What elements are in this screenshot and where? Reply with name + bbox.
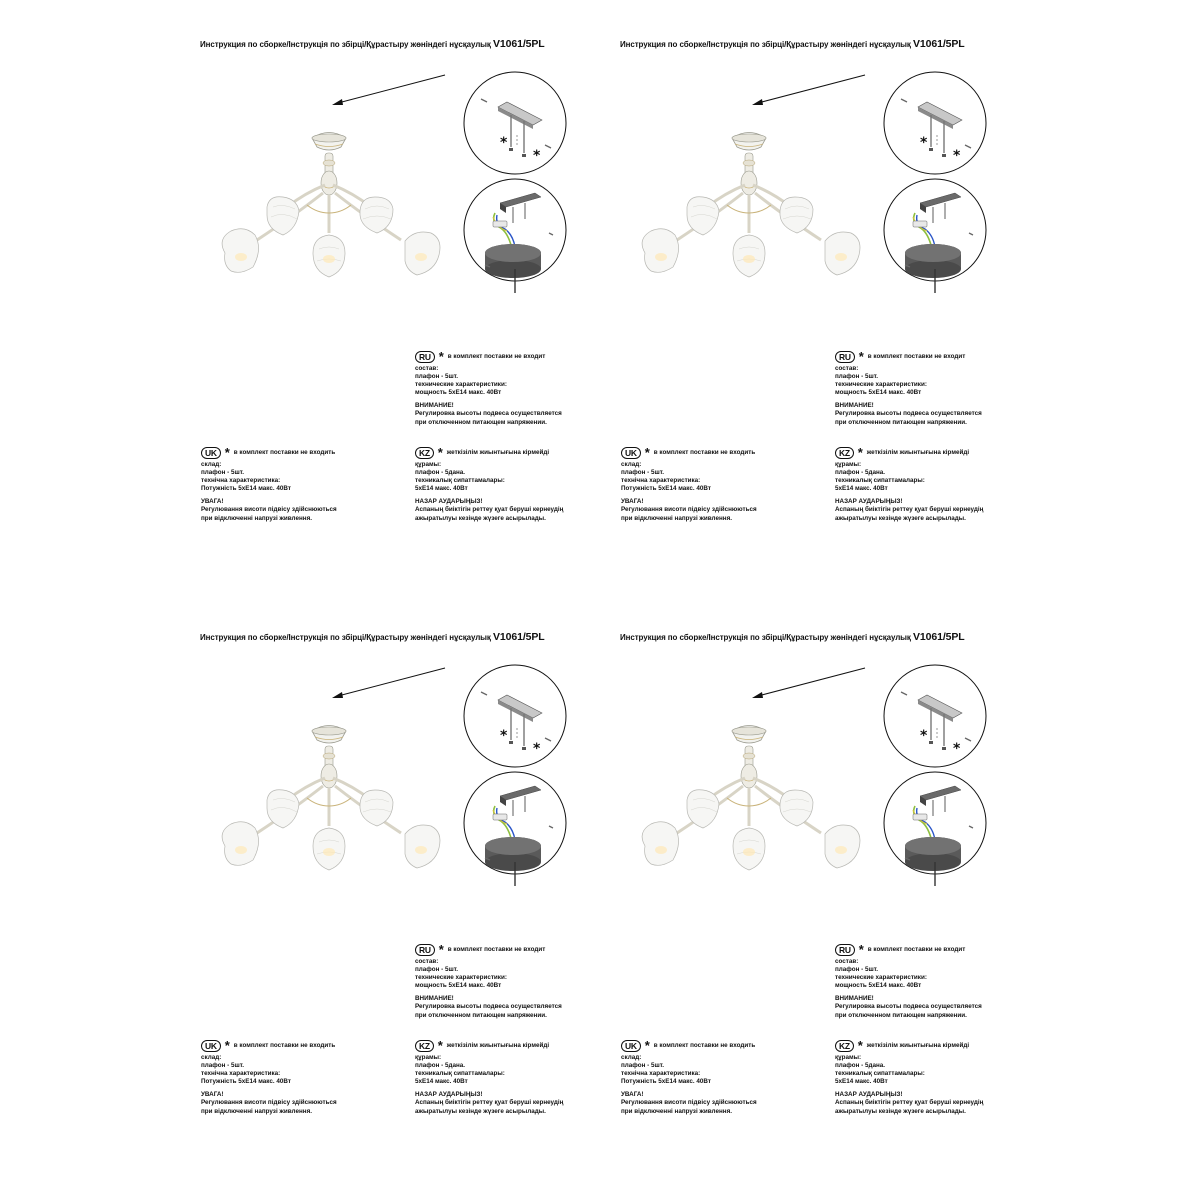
asterisk-icon: * [437, 445, 443, 460]
asterisk-icon: * [224, 1038, 230, 1053]
asterisk-icon: * [644, 1038, 650, 1053]
wiring-connection-diagram [884, 179, 986, 293]
instruction-sheet-top-right [615, 35, 1035, 522]
assembly-illustration [195, 35, 615, 315]
chandelier-image [642, 726, 860, 871]
lang-badge-ru: RU [415, 351, 435, 363]
instructions-uk: UK * в комплект поставки не входить склад: плафон - 5шт. технічна характеристика: Потужність 5xE14 макс. 40Вт УВАГА! Регулювання висоти підвісу здійснюються при відключенні напрузі живлення. [621, 445, 757, 522]
chandelier-image [222, 133, 440, 278]
instructions-ru: RU * в комплект поставки не входит состав: плафон - 5шт. технические характеристики: мощность 5xE14 макс. 40Вт ВНИМАНИЕ! Регулировка высоты подвеса осуществляется при отключенном питающем напряжении. [415, 349, 562, 426]
bracket-mounting-diagram [884, 665, 986, 767]
instructions-kz: KZ * жеткізілім жиынтығына кірмейді құрамы: плафон - 5дана. техникалық сипаттамалары: 5xE14 макс. 40Вт НАЗАР АУДАРЫҢЫЗ! Аспаның биіктігін реттеу қуат беруші кернеудің ажыратылуы кезінде жүзеге асырылады. [415, 445, 564, 522]
wiring-connection-diagram [464, 772, 566, 886]
lang-badge-ru: RU [835, 351, 855, 363]
instructions-uk: UK * в комплект поставки не входить склад: плафон - 5шт. технічна характеристика: Потужність 5xE14 макс. 40Вт УВАГА! Регулювання висоти підвісу здійснюються при відключенні напрузі живлення. [201, 1038, 337, 1115]
asterisk-icon: * [438, 942, 444, 957]
lang-badge-uk: UK [621, 1040, 641, 1052]
wiring-connection-diagram [884, 772, 986, 886]
svg-text:*: * [953, 741, 961, 757]
instructions-ru: RU * в комплект поставки не входит состав: плафон - 5шт. технические характеристики: мощность 5xE14 макс. 40Вт ВНИМАНИЕ! Регулировка высоты подвеса осуществляется при отключенном питающем напряжении. [835, 349, 982, 426]
assembly-illustration [615, 628, 1035, 908]
model-number: V1061/5PL [492, 38, 545, 50]
instructions-uk: UK * в комплект поставки не входить склад: плафон - 5шт. технічна характеристика: Потужність 5xE14 макс. 40Вт УВАГА! Регулювання висоти підвісу здійснюються при відключенні напрузі живлення. [621, 1038, 757, 1115]
instruction-sheet-top-left [195, 35, 615, 522]
instruction-sheet-bottom-right [615, 628, 1035, 1115]
chandelier-image [222, 726, 440, 871]
instruction-title: Инструкция по сборке/Інструкція по збірці/Құрастыру жөніндегі нұсқаулық V1061/5PL [200, 38, 545, 50]
svg-text:*: * [500, 135, 508, 151]
instruction-title: Инструкция по сборке/Інструкція по збірці/Құрастыру жөніндегі нұсқаулық V1061/5PL [200, 631, 545, 643]
pointer-arrow-icon [752, 75, 865, 105]
bracket-mounting-diagram [884, 72, 986, 174]
instruction-title: Инструкция по сборке/Інструкція по збірці/Құрастыру жөніндегі нұсқаулық V1061/5PL [620, 631, 965, 643]
lang-badge-uk: UK [201, 447, 221, 459]
assembly-illustration [615, 35, 1035, 315]
pointer-arrow-icon [332, 75, 445, 105]
instructions-ru: RU * в комплект поставки не входит состав: плафон - 5шт. технические характеристики: мощность 5xE14 макс. 40Вт ВНИМАНИЕ! Регулировка высоты подвеса осуществляется при отключенном питающем напряжении. [835, 942, 982, 1019]
model-number: V1061/5PL [912, 38, 965, 50]
pointer-arrow-icon [752, 668, 865, 698]
lang-badge-kz: KZ [415, 1040, 434, 1052]
lang-badge-ru: RU [835, 944, 855, 956]
asterisk-icon: * [857, 445, 863, 460]
instructions-kz: KZ * жеткізілім жиынтығына кірмейді құрамы: плафон - 5дана. техникалық сипаттамалары: 5xE14 макс. 40Вт НАЗАР АУДАРЫҢЫЗ! Аспаның биіктігін реттеу қуат беруші кернеудің ажыратылуы кезінде жүзеге асырылады. [415, 1038, 564, 1115]
svg-text:*: * [920, 135, 928, 151]
pointer-arrow-icon [332, 668, 445, 698]
svg-text:*: * [533, 741, 541, 757]
instructions-kz: KZ * жеткізілім жиынтығына кірмейді құрамы: плафон - 5дана. техникалық сипаттамалары: 5xE14 макс. 40Вт НАЗАР АУДАРЫҢЫЗ! Аспаның биіктігін реттеу қуат беруші кернеудің ажыратылуы кезінде жүзеге асырылады. [835, 445, 984, 522]
asterisk-icon: * [858, 349, 864, 364]
assembly-illustration [195, 628, 615, 908]
instructions-ru: RU * в комплект поставки не входит состав: плафон - 5шт. технические характеристики: мощность 5xE14 макс. 40Вт ВНИМАНИЕ! Регулировка высоты подвеса осуществляется при отключенном питающем напряжении. [415, 942, 562, 1019]
svg-text:*: * [500, 728, 508, 744]
asterisk-icon: * [437, 1038, 443, 1053]
asterisk-icon: * [644, 445, 650, 460]
svg-text:*: * [920, 728, 928, 744]
wiring-connection-diagram [464, 179, 566, 293]
asterisk-icon: * [858, 942, 864, 957]
instructions-kz: KZ * жеткізілім жиынтығына кірмейді құрамы: плафон - 5дана. техникалық сипаттамалары: 5xE14 макс. 40Вт НАЗАР АУДАРЫҢЫЗ! Аспаның биіктігін реттеу қуат беруші кернеудің ажыратылуы кезінде жүзеге асырылады. [835, 1038, 984, 1115]
chandelier-image [642, 133, 860, 278]
asterisk-icon: * [857, 1038, 863, 1053]
lang-badge-kz: KZ [835, 1040, 854, 1052]
model-number: V1061/5PL [492, 631, 545, 643]
asterisk-icon: * [224, 445, 230, 460]
bracket-mounting-diagram [464, 665, 566, 767]
lang-badge-uk: UK [201, 1040, 221, 1052]
model-number: V1061/5PL [912, 631, 965, 643]
lang-badge-kz: KZ [415, 447, 434, 459]
bracket-mounting-diagram [464, 72, 566, 174]
lang-badge-ru: RU [415, 944, 435, 956]
asterisk-icon: * [438, 349, 444, 364]
instructions-uk: UK * в комплект поставки не входить склад: плафон - 5шт. технічна характеристика: Потужність 5xE14 макс. 40Вт УВАГА! Регулювання висоти підвісу здійснюються при відключенні напрузі живлення. [201, 445, 337, 522]
lang-badge-uk: UK [621, 447, 641, 459]
svg-text:*: * [533, 148, 541, 164]
instruction-sheet-bottom-left [195, 628, 615, 1115]
svg-text:*: * [953, 148, 961, 164]
lang-badge-kz: KZ [835, 447, 854, 459]
instruction-title: Инструкция по сборке/Інструкція по збірці/Құрастыру жөніндегі нұсқаулық V1061/5PL [620, 38, 965, 50]
